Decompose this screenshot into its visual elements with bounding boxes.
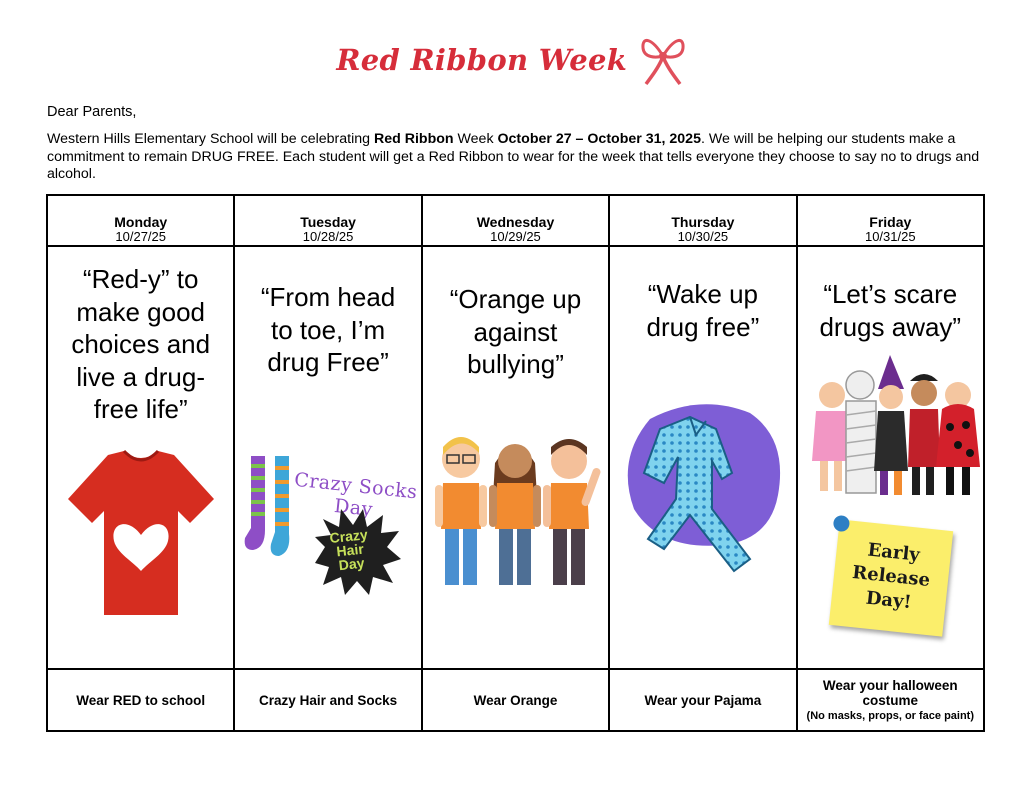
- day-date: 10/29/25: [490, 229, 541, 244]
- dress-label: Wear your Pajama: [644, 692, 762, 708]
- dress-label: Crazy Hair and Socks: [259, 692, 398, 708]
- day-date: 10/27/25: [115, 229, 166, 244]
- theme-row: [47, 246, 984, 669]
- day-name: Tuesday: [300, 214, 356, 230]
- halloween-costumes-icon: [812, 355, 982, 503]
- day-name: Wednesday: [476, 214, 555, 230]
- page-title: Red Ribbon Week: [336, 43, 628, 77]
- dress-thursday: [609, 669, 796, 731]
- early-release-line-2: Release: [850, 561, 931, 592]
- day-name: Monday: [114, 214, 168, 230]
- crazy-socks-label: Crazy Socks Day: [293, 468, 419, 521]
- crazy-hair-line-3: Day: [338, 554, 366, 574]
- red-ribbon-icon: [638, 32, 688, 88]
- intro-red-ribbon: Red Ribbon: [373, 131, 454, 147]
- dress-label: Wear RED to school: [76, 692, 206, 708]
- early-release-sticky-note: [828, 519, 952, 636]
- kids-in-orange-icon: [431, 437, 603, 587]
- early-release-line-3: Day!: [864, 587, 912, 614]
- dress-row: [47, 669, 984, 731]
- header-monday: [47, 195, 234, 246]
- day-name: Friday: [869, 214, 912, 230]
- cell-tuesday: [234, 246, 421, 669]
- day-date: 10/28/25: [302, 229, 354, 244]
- intro-text-3: . We will be helping our students make a commitment to remain DRUG FREE. Each student will get a Red Ribbon to wear for the week that tells everyone they choose to say no to drugs and alcohol.: [47, 131, 980, 182]
- intro-text-2: Week: [453, 131, 498, 147]
- crazy-hair-line-2: Hair: [336, 540, 365, 560]
- dress-tuesday: [234, 669, 421, 731]
- intro-text-1: Western Hills Elementary School will be celebrating: [47, 131, 374, 147]
- crazy-hair-label: [329, 527, 371, 573]
- day-name: Thursday: [671, 214, 735, 230]
- early-release-line-1: Early: [866, 539, 921, 566]
- header-row: [47, 195, 984, 246]
- red-shirt-icon: [66, 447, 216, 617]
- header-tuesday: [234, 195, 421, 246]
- header-wednesday: [422, 195, 609, 246]
- theme-thursday: “Wake up drug free”: [646, 279, 760, 342]
- intro-dates: October 27 – October 31, 2025: [497, 131, 701, 147]
- theme-friday: “Let’s scare drugs away”: [819, 279, 962, 342]
- greeting: Dear Parents,: [47, 104, 137, 120]
- dress-label: Wear your halloween costume: [822, 678, 958, 708]
- title-banner: [0, 32, 1024, 88]
- theme-tuesday: “From head to toe, I’m drug Free”: [260, 282, 396, 377]
- crazy-hair-line-1: Crazy: [329, 526, 369, 547]
- theme-monday: “Red-y” to make good choices and live a drug-free life”: [71, 264, 211, 424]
- intro-paragraph: [47, 131, 982, 184]
- theme-wednesday: “Orange up against bullying”: [449, 284, 582, 379]
- cell-wednesday: [422, 246, 609, 669]
- pajama-icon: [620, 399, 790, 589]
- cell-monday: [47, 246, 234, 669]
- week-schedule-table: [46, 194, 985, 732]
- day-date: 10/30/25: [677, 229, 729, 244]
- pushpin-icon: [832, 515, 850, 533]
- cell-thursday: [609, 246, 796, 669]
- dress-note: (No masks, props, or face paint): [806, 710, 975, 722]
- header-thursday: [609, 195, 796, 246]
- dress-friday: [797, 669, 984, 731]
- day-date: 10/31/25: [864, 229, 916, 244]
- dress-label: Wear Orange: [473, 692, 558, 708]
- cell-friday: [797, 246, 984, 669]
- dress-wednesday: [422, 669, 609, 731]
- dress-monday: [47, 669, 234, 731]
- header-friday: [797, 195, 984, 246]
- early-release-label: [830, 535, 951, 619]
